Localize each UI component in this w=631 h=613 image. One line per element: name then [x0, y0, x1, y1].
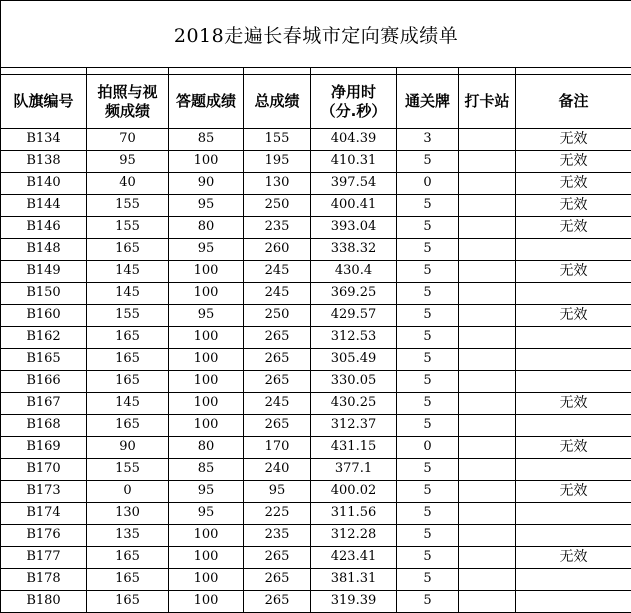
cell-team-no: B150	[1, 282, 87, 304]
cell-team-no: B170	[1, 458, 87, 480]
cell-remark: 无效	[516, 546, 631, 568]
cell-photo-video-score: 165	[87, 590, 169, 612]
cell-net-time: 377.1	[311, 458, 397, 480]
cell-team-no: B140	[1, 172, 87, 194]
cell-net-time: 311.56	[311, 502, 397, 524]
table-row	[1, 172, 631, 194]
blank-cell	[1, 68, 87, 75]
cell-team-no: B168	[1, 414, 87, 436]
cell-team-no: B167	[1, 392, 87, 414]
cell-net-time: 369.25	[311, 282, 397, 304]
cell-team-no: B148	[1, 238, 87, 260]
table-row	[1, 370, 631, 392]
cell-pass-count: 5	[397, 546, 459, 568]
cell-net-time: 381.31	[311, 568, 397, 590]
cell-photo-video-score: 155	[87, 458, 169, 480]
table-row	[1, 128, 631, 150]
cell-team-no: B144	[1, 194, 87, 216]
cell-checkin	[459, 436, 516, 458]
header-photo-video	[87, 75, 169, 128]
cell-net-time: 330.05	[311, 370, 397, 392]
table-row	[1, 524, 631, 546]
header-remark: 备注	[516, 75, 631, 128]
table-row	[1, 282, 631, 304]
cell-team-no: B176	[1, 524, 87, 546]
cell-total-score: 245	[244, 392, 311, 414]
blank-cell	[244, 68, 311, 75]
table-row	[1, 260, 631, 282]
header-quiz: 答题成绩	[169, 75, 244, 128]
header-net-time-line1: 净用时	[330, 82, 376, 101]
cell-pass-count: 5	[397, 524, 459, 546]
cell-checkin	[459, 546, 516, 568]
table-row	[1, 392, 631, 414]
header-net-time	[311, 75, 397, 128]
cell-team-no: B178	[1, 568, 87, 590]
cell-pass-count: 5	[397, 238, 459, 260]
cell-total-score: 130	[244, 172, 311, 194]
cell-remark: 无效	[516, 172, 631, 194]
table-row	[1, 238, 631, 260]
cell-pass-count: 5	[397, 194, 459, 216]
cell-net-time: 400.41	[311, 194, 397, 216]
cell-net-time: 397.54	[311, 172, 397, 194]
table-row	[1, 194, 631, 216]
cell-checkin	[459, 216, 516, 238]
cell-photo-video-score: 145	[87, 260, 169, 282]
cell-photo-video-score: 145	[87, 392, 169, 414]
cell-team-no: B165	[1, 348, 87, 370]
cell-pass-count: 5	[397, 568, 459, 590]
cell-total-score: 265	[244, 546, 311, 568]
blank-cell	[397, 68, 459, 75]
cell-total-score: 225	[244, 502, 311, 524]
cell-team-no: B160	[1, 304, 87, 326]
sheet-title: 2018走遍长春城市定向赛成绩单	[1, 1, 631, 68]
cell-total-score: 240	[244, 458, 311, 480]
cell-remark: 无效	[516, 436, 631, 458]
cell-team-no: B180	[1, 590, 87, 612]
blank-cell	[169, 68, 244, 75]
cell-pass-count: 5	[397, 150, 459, 172]
cell-checkin	[459, 238, 516, 260]
cell-checkin	[459, 458, 516, 480]
cell-photo-video-score: 0	[87, 480, 169, 502]
cell-remark: 无效	[516, 480, 631, 502]
cell-team-no: B173	[1, 480, 87, 502]
cell-photo-video-score: 90	[87, 436, 169, 458]
cell-total-score: 155	[244, 128, 311, 150]
cell-total-score: 235	[244, 524, 311, 546]
cell-checkin	[459, 524, 516, 546]
cell-pass-count: 5	[397, 392, 459, 414]
cell-total-score: 250	[244, 194, 311, 216]
cell-checkin	[459, 172, 516, 194]
cell-quiz-score: 100	[169, 282, 244, 304]
cell-pass-count: 5	[397, 414, 459, 436]
cell-quiz-score: 100	[169, 348, 244, 370]
cell-pass-count: 5	[397, 480, 459, 502]
cell-net-time: 312.28	[311, 524, 397, 546]
cell-net-time: 410.31	[311, 150, 397, 172]
cell-pass-count: 5	[397, 326, 459, 348]
cell-photo-video-score: 155	[87, 194, 169, 216]
cell-net-time: 423.41	[311, 546, 397, 568]
blank-cell	[516, 68, 631, 75]
cell-photo-video-score: 95	[87, 150, 169, 172]
cell-total-score: 265	[244, 326, 311, 348]
cell-remark	[516, 590, 631, 612]
cell-remark: 无效	[516, 128, 631, 150]
cell-photo-video-score: 155	[87, 216, 169, 238]
blank-cell	[459, 68, 516, 75]
table-row	[1, 568, 631, 590]
cell-total-score: 195	[244, 150, 311, 172]
table-row	[1, 326, 631, 348]
cell-net-time: 431.15	[311, 436, 397, 458]
cell-pass-count: 5	[397, 282, 459, 304]
cell-net-time: 404.39	[311, 128, 397, 150]
cell-net-time: 393.04	[311, 216, 397, 238]
cell-team-no: B174	[1, 502, 87, 524]
cell-photo-video-score: 165	[87, 370, 169, 392]
cell-checkin	[459, 348, 516, 370]
header-total: 总成绩	[244, 75, 311, 128]
cell-total-score: 170	[244, 436, 311, 458]
cell-quiz-score: 100	[169, 568, 244, 590]
cell-pass-count: 0	[397, 436, 459, 458]
cell-quiz-score: 85	[169, 458, 244, 480]
table-row	[1, 590, 631, 612]
table-row	[1, 480, 631, 502]
cell-pass-count: 5	[397, 348, 459, 370]
cell-total-score: 245	[244, 282, 311, 304]
cell-team-no: B177	[1, 546, 87, 568]
cell-quiz-score: 100	[169, 326, 244, 348]
cell-photo-video-score: 165	[87, 568, 169, 590]
cell-pass-count: 5	[397, 590, 459, 612]
table-row	[1, 216, 631, 238]
cell-photo-video-score: 130	[87, 502, 169, 524]
cell-total-score: 265	[244, 414, 311, 436]
table-row	[1, 304, 631, 326]
cell-team-no: B166	[1, 370, 87, 392]
cell-quiz-score: 100	[169, 414, 244, 436]
cell-quiz-score: 95	[169, 194, 244, 216]
cell-remark: 无效	[516, 392, 631, 414]
cell-pass-count: 0	[397, 172, 459, 194]
cell-net-time: 338.32	[311, 238, 397, 260]
cell-team-no: B146	[1, 216, 87, 238]
cell-total-score: 265	[244, 348, 311, 370]
blank-cell	[311, 68, 397, 75]
cell-pass-count: 5	[397, 502, 459, 524]
cell-pass-count: 5	[397, 458, 459, 480]
cell-team-no: B149	[1, 260, 87, 282]
cell-quiz-score: 100	[169, 546, 244, 568]
cell-quiz-score: 100	[169, 524, 244, 546]
cell-checkin	[459, 128, 516, 150]
table-row	[1, 414, 631, 436]
cell-remark	[516, 238, 631, 260]
cell-net-time: 305.49	[311, 348, 397, 370]
cell-photo-video-score: 165	[87, 326, 169, 348]
header-team-no: 队旗编号	[1, 75, 87, 128]
cell-team-no: B169	[1, 436, 87, 458]
cell-photo-video-score: 165	[87, 546, 169, 568]
cell-total-score: 95	[244, 480, 311, 502]
cell-quiz-score: 80	[169, 216, 244, 238]
cell-checkin	[459, 150, 516, 172]
table-row	[1, 458, 631, 480]
cell-net-time: 319.39	[311, 590, 397, 612]
cell-pass-count: 5	[397, 370, 459, 392]
cell-photo-video-score: 165	[87, 348, 169, 370]
cell-remark: 无效	[516, 194, 631, 216]
cell-checkin	[459, 370, 516, 392]
cell-remark	[516, 502, 631, 524]
cell-quiz-score: 95	[169, 480, 244, 502]
header-photo-video-line2: 频成绩	[104, 101, 150, 120]
cell-remark	[516, 282, 631, 304]
table-row	[1, 150, 631, 172]
cell-checkin	[459, 590, 516, 612]
cell-remark: 无效	[516, 304, 631, 326]
blank-cell	[87, 68, 169, 75]
cell-checkin	[459, 194, 516, 216]
cell-photo-video-score: 165	[87, 238, 169, 260]
cell-team-no: B138	[1, 150, 87, 172]
cell-total-score: 265	[244, 370, 311, 392]
cell-checkin	[459, 282, 516, 304]
cell-pass-count: 3	[397, 128, 459, 150]
cell-remark	[516, 414, 631, 436]
cell-remark: 无效	[516, 150, 631, 172]
cell-quiz-score: 100	[169, 590, 244, 612]
cell-net-time: 400.02	[311, 480, 397, 502]
cell-total-score: 235	[244, 216, 311, 238]
cell-net-time: 430.4	[311, 260, 397, 282]
cell-photo-video-score: 155	[87, 304, 169, 326]
table-row	[1, 546, 631, 568]
cell-net-time: 429.57	[311, 304, 397, 326]
cell-quiz-score: 95	[169, 304, 244, 326]
cell-pass-count: 5	[397, 216, 459, 238]
cell-checkin	[459, 326, 516, 348]
cell-photo-video-score: 135	[87, 524, 169, 546]
header-photo-video-line1: 拍照与视	[97, 82, 158, 101]
cell-pass-count: 5	[397, 260, 459, 282]
cell-team-no: B162	[1, 326, 87, 348]
cell-total-score: 245	[244, 260, 311, 282]
cell-remark	[516, 458, 631, 480]
cell-remark: 无效	[516, 260, 631, 282]
cell-checkin	[459, 260, 516, 282]
cell-checkin	[459, 480, 516, 502]
cell-checkin	[459, 392, 516, 414]
cell-quiz-score: 80	[169, 436, 244, 458]
cell-quiz-score: 85	[169, 128, 244, 150]
cell-quiz-score: 95	[169, 502, 244, 524]
cell-remark	[516, 348, 631, 370]
cell-total-score: 260	[244, 238, 311, 260]
header-checkin: 打卡站	[459, 75, 516, 128]
cell-checkin	[459, 568, 516, 590]
table-row	[1, 502, 631, 524]
cell-remark	[516, 524, 631, 546]
cell-remark	[516, 370, 631, 392]
table-row	[1, 348, 631, 370]
cell-total-score: 265	[244, 590, 311, 612]
cell-photo-video-score: 145	[87, 282, 169, 304]
cell-net-time: 312.53	[311, 326, 397, 348]
title-row	[1, 1, 631, 68]
cell-quiz-score: 100	[169, 370, 244, 392]
cell-remark	[516, 326, 631, 348]
table-row	[1, 436, 631, 458]
cell-remark: 无效	[516, 216, 631, 238]
cell-quiz-score: 100	[169, 150, 244, 172]
cell-team-no: B134	[1, 128, 87, 150]
cell-total-score: 250	[244, 304, 311, 326]
cell-photo-video-score: 165	[87, 414, 169, 436]
header-row	[1, 75, 631, 128]
cell-remark	[516, 568, 631, 590]
cell-quiz-score: 100	[169, 392, 244, 414]
cell-checkin	[459, 414, 516, 436]
cell-checkin	[459, 502, 516, 524]
cell-photo-video-score: 40	[87, 172, 169, 194]
cell-photo-video-score: 70	[87, 128, 169, 150]
header-net-time-line2: （分.秒）	[320, 101, 387, 120]
cell-quiz-score: 100	[169, 260, 244, 282]
cell-pass-count: 5	[397, 304, 459, 326]
header-pass-count: 通关牌	[397, 75, 459, 128]
cell-net-time: 430.25	[311, 392, 397, 414]
cell-quiz-score: 90	[169, 172, 244, 194]
cell-total-score: 265	[244, 568, 311, 590]
spacer-row	[1, 68, 631, 75]
cell-quiz-score: 95	[169, 238, 244, 260]
cell-checkin	[459, 304, 516, 326]
cell-net-time: 312.37	[311, 414, 397, 436]
